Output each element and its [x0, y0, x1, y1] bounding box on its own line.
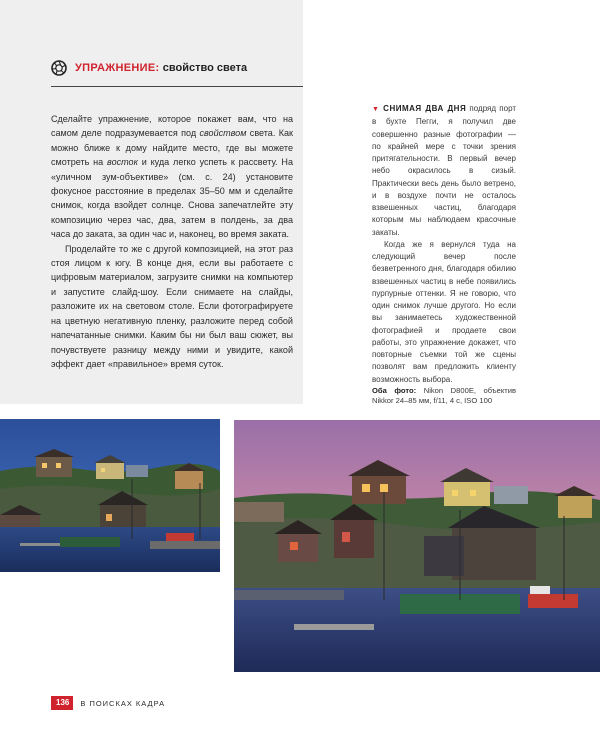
exercise-paragraph-2: Проделайте то же с другой композицией, на этот раз стоя лицом к югу. В конце дня, если вы работаете с цифровым материалом, загрузите снимки на компьютер и запустите слайд-шоу. Если снимаете на слайды, разложите их на световом столе. Если фотографируете на цветную негативную пленку, разложите перед собой напечатанные снимки. Каким бы ни был ваш сюжет, вы почувствуете разницу между ними и увидите, какой эффект дает «правильное» время суток. — [51, 243, 293, 369]
exercise-paragraph-1: Сделайте упражнение, которое покажет вам, что на самом деле подразумевается под свойством света. Как можно ближе к дому найдите место, где вы можете смотреть на восток и куда легко успеть к рассвету. На «уличном зум-объективе» (см. с. 24) установите фокусное расстояние в пределах 35–50 мм и сделайте снимок, когда взойдет солнце. Снова запечатлейте эту композицию через час, два, затем в полдень, за два часа до заката, за один час и, наконец, во время заката. — [51, 114, 293, 240]
exercise-heading — [51, 60, 247, 76]
photo-caption — [372, 103, 516, 406]
harbor-photo-blue-evening — [0, 419, 220, 572]
exercise-subtitle: свойство света — [162, 62, 248, 74]
caption-paragraph-1: ▼ СНИМАЯ ДВА ДНЯ подряд порт в бухте Пегги, я получил две совершенно разные фотографии — по крайней мере с точки зрения притягательности. В первый вечер небо окрасилось в сизый. Практически весь день было ветрено, и в воздухе почти не осталось взвешенных частиц, благодаря которым мы наблюдаем красочные закаты. — [372, 104, 516, 237]
heading-divider — [51, 86, 303, 87]
exercise-body — [51, 112, 293, 371]
running-title: В ПОИСКАХ КАДРА — [80, 698, 166, 708]
exercise-sidebar — [0, 0, 303, 404]
aperture-icon — [51, 60, 67, 76]
caption-title: СНИМАЯ ДВА ДНЯ — [383, 104, 467, 113]
triangle-marker-icon: ▼ — [372, 106, 380, 113]
page-footer — [51, 696, 165, 710]
caption-paragraph-2: Когда же я вернулся туда на следующий вечер после безветренного дня, благодаря обилию взвешенных частиц в небе появились пурпурные оттенки. Я не говорю, что один снимок лучше другого. Но если вы занимаетесь художественной фотографией и продаете свои работы, это упражнение докажет, что повторные съемки той же сцены позволят вам предложить клиенту возможность выбора. — [372, 239, 516, 384]
photo-credit — [372, 386, 516, 406]
harbor-photo-purple-sunset — [234, 420, 600, 672]
emphasis-svoystvom: свойством — [199, 128, 247, 139]
credit-text: Nikon D800E, объектив Nikkor 24–85 мм, f/11, 4 с, ISO 100 — [372, 385, 516, 405]
credit-label: Оба фото: — [372, 385, 417, 395]
emphasis-vostok: восток — [107, 157, 138, 168]
page-number: 136 — [51, 696, 73, 710]
exercise-title — [75, 62, 247, 74]
exercise-label: УПРАЖНЕНИЕ: — [75, 62, 160, 74]
